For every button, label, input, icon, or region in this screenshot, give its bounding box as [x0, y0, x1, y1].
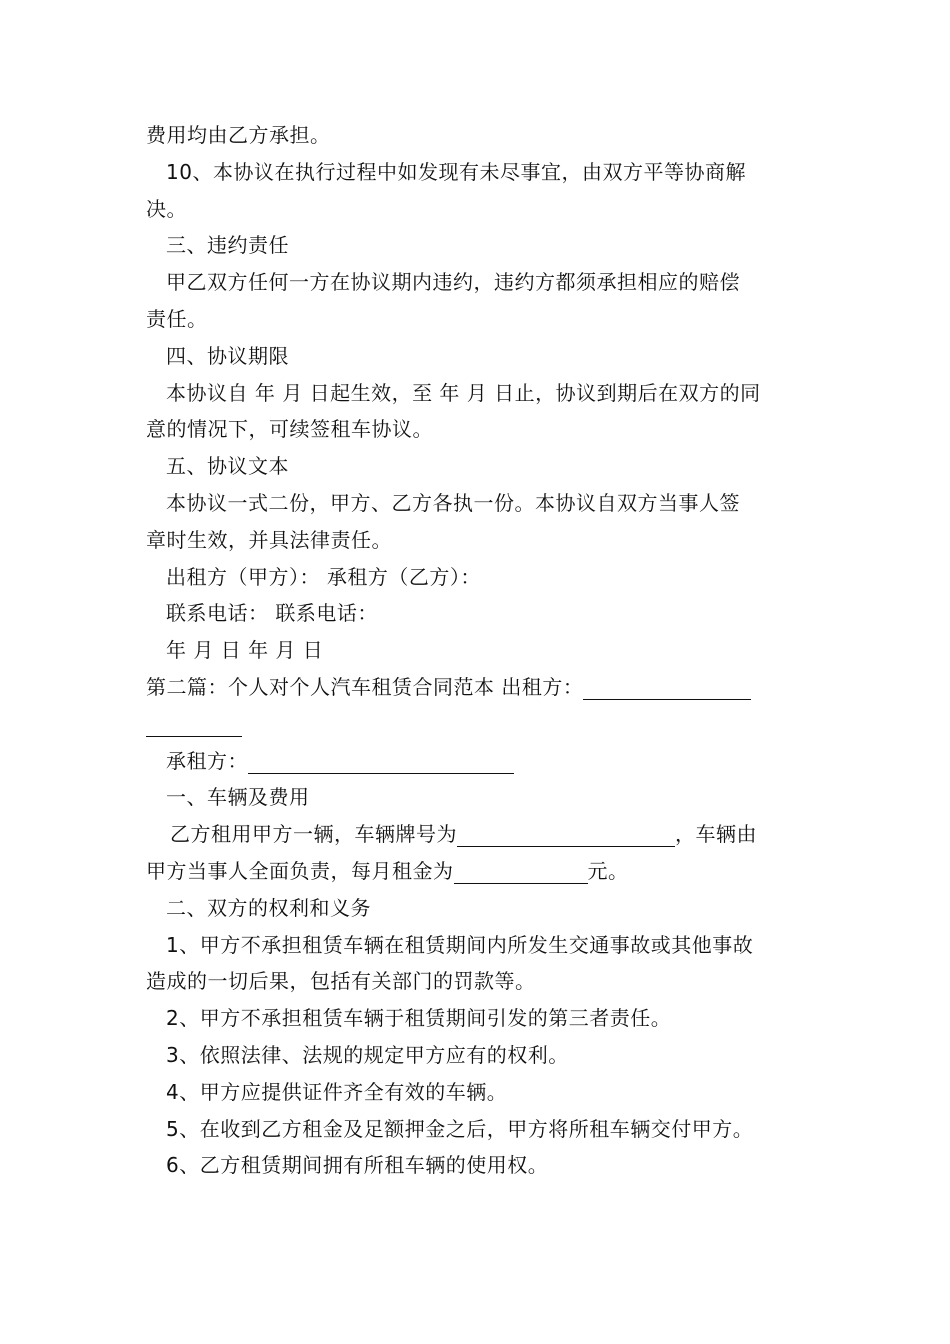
lessee-blank	[248, 749, 514, 774]
rent-text: 甲方当事人全面负责，每月租金为	[146, 858, 454, 883]
clause-10: 10、本协议在执行过程中如发现有未尽事宜，由双方平等协商解	[166, 159, 746, 184]
text-line: 本协议一式二份，甲方、乙方各执一份。本协议自双方当事人签	[166, 490, 740, 515]
vehicle-text-suffix: ，车辆由	[675, 822, 757, 847]
vehicle-text: 乙方租用甲方一辆，车辆牌号为	[170, 822, 457, 847]
lessor-blank	[583, 675, 751, 700]
text-line: 造成的一切后果，包括有关部门的罚款等。	[146, 969, 536, 994]
section-heading-text: 五、协议文本	[166, 454, 289, 479]
clause-1: 1、甲方不承担租赁车辆在租赁期间内所发生交通事故或其他事故	[166, 932, 754, 957]
lessor-blank-continued	[146, 712, 242, 737]
text-line: 意的情况下，可续签租车协议。	[146, 417, 433, 442]
text-line: 费用均由乙方承担。	[146, 123, 331, 147]
text-line: 甲乙双方任何一方在协议期内违约，违约方都须承担相应的赔偿	[166, 270, 740, 295]
text-line: 决。	[146, 196, 187, 221]
rent-unit: 元。	[587, 858, 629, 883]
rent-line	[146, 853, 810, 890]
vehicle-line	[146, 816, 810, 853]
text-line: 本协议自 年 月 日起生效，至 年 月 日止，协议到期后在双方的同	[166, 380, 761, 405]
clause-2: 2、甲方不承担租赁车辆于租赁期间引发的第三者责任。	[166, 1006, 672, 1031]
part-two-heading	[146, 669, 810, 706]
section-heading-term: 四、协议期限	[166, 343, 289, 368]
clause-6: 6、乙方租赁期间拥有所租车辆的使用权。	[166, 1153, 549, 1178]
clause-3: 3、依照法律、法规的规定甲方应有的权利。	[166, 1042, 569, 1067]
rent-amount-blank	[454, 859, 588, 884]
clause-5: 5、在收到乙方租金及足额押金之后，甲方将所租车辆交付甲方。	[166, 1116, 754, 1141]
plate-number-blank	[457, 822, 675, 847]
text-line: 责任。	[146, 306, 208, 331]
section-heading-rights: 二、双方的权利和义务	[166, 895, 371, 920]
document-body	[146, 117, 810, 1184]
section-heading-vehicle: 一、车辆及费用	[166, 785, 310, 810]
lessee-line	[146, 743, 810, 780]
lessee-label: 承租方：	[166, 748, 248, 773]
part-two-title: 第二篇：个人对个人汽车租赁合同范本 出租方：	[146, 674, 584, 699]
text-line: 章时生效，并具法律责任。	[146, 527, 392, 552]
section-heading-breach: 三、违约责任	[166, 233, 289, 258]
text-line	[146, 706, 810, 743]
clause-4: 4、甲方应提供证件齐全有效的车辆。	[166, 1079, 508, 1104]
signature-dates: 年 月 日 年 月 日	[166, 638, 324, 663]
contact-phone: 联系电话： 联系电话：	[166, 601, 378, 626]
signature-parties: 出租方（甲方）： 承租方（乙方）：	[166, 564, 481, 589]
